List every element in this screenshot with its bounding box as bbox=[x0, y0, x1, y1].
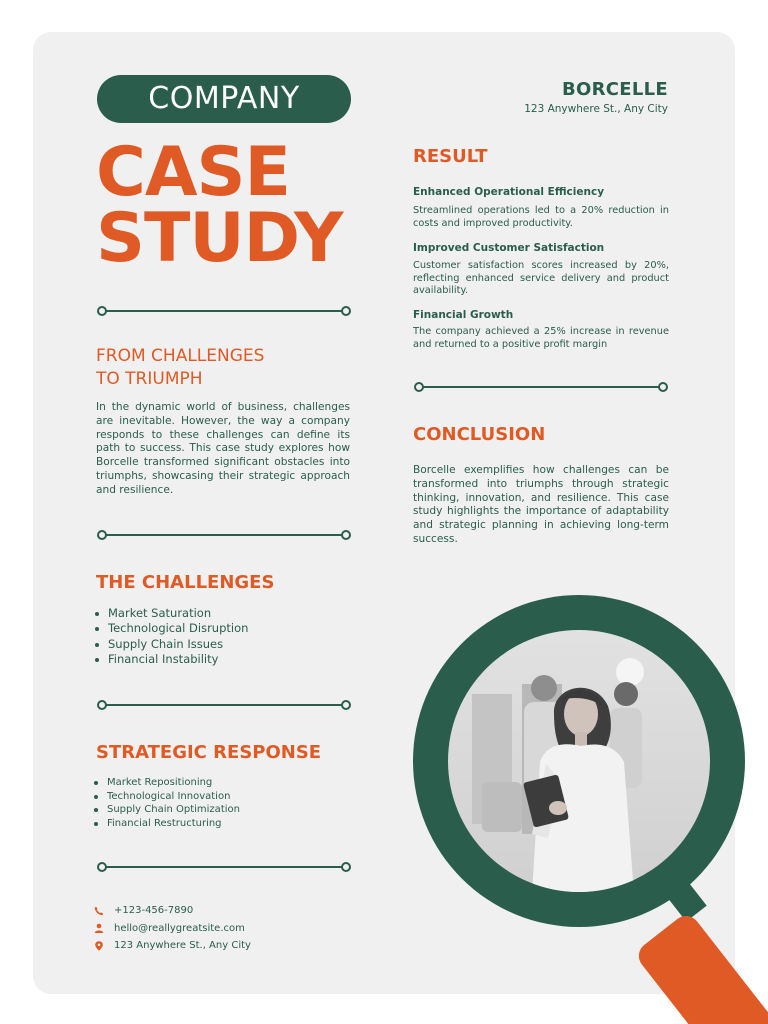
title-line-2: STUDY bbox=[96, 199, 343, 278]
list-item: Supply Chain Optimization bbox=[94, 803, 240, 817]
challenges-title: THE CHALLENGES bbox=[96, 572, 275, 593]
contact-phone-text: +123-456-7890 bbox=[114, 905, 194, 917]
intro-paragraph: In the dynamic world of business, challenges are inevitable. However, the way a company responds to these challenges can define its path to success. This case study explores how Borcelle transformed significant obstacles into triumphs, showcasing their strategic approach and resilience. bbox=[96, 401, 350, 496]
list-item: Financial Restructuring bbox=[94, 817, 240, 831]
contact-email-text: hello@reallygreatsite.com bbox=[114, 922, 245, 934]
strategic-response-list bbox=[94, 776, 240, 830]
location-pin-icon bbox=[94, 941, 104, 951]
conclusion-title: CONCLUSION bbox=[413, 424, 546, 445]
contact-phone bbox=[94, 902, 251, 920]
strategic-response-title: STRATEGIC RESPONSE bbox=[96, 742, 322, 763]
result-item-text: The company achieved a 25% increase in revenue and returned to a positive profit margin bbox=[413, 326, 669, 350]
divider bbox=[97, 306, 351, 316]
conclusion-paragraph: Borcelle exemplifies how challenges can be transformed into triumphs through strategic thinking, innovation, and resilience. This case study highlights the importance of adaptability and strategic planning in achieving long-term success. bbox=[413, 464, 669, 545]
divider bbox=[97, 700, 351, 710]
phone-icon bbox=[94, 906, 104, 916]
contact-address bbox=[94, 937, 251, 955]
list-item: Market Repositioning bbox=[94, 776, 240, 790]
page-title bbox=[96, 133, 343, 278]
challenges-list bbox=[95, 606, 248, 667]
title-line-1: CASE bbox=[96, 133, 290, 212]
intro-subtitle-line-1: FROM CHALLENGES bbox=[96, 346, 265, 366]
contact-email bbox=[94, 920, 251, 938]
magnifier-photo bbox=[412, 594, 768, 1024]
brand-name: BORCELLE bbox=[561, 79, 668, 100]
divider bbox=[97, 530, 351, 540]
result-item-heading: Financial Growth bbox=[413, 309, 514, 321]
result-title: RESULT bbox=[413, 146, 488, 167]
intro-subtitle-line-2: TO TRIUMPH bbox=[96, 369, 203, 389]
brand-address: 123 Anywhere St., Any City bbox=[524, 103, 668, 115]
list-item: Technological Innovation bbox=[94, 790, 240, 804]
contact-info bbox=[94, 902, 251, 955]
list-item: Technological Disruption bbox=[95, 621, 248, 636]
result-item-heading: Improved Customer Satisfaction bbox=[413, 242, 605, 254]
contact-address-text: 123 Anywhere St., Any City bbox=[114, 940, 251, 952]
intro-subtitle bbox=[96, 345, 264, 391]
list-item: Supply Chain Issues bbox=[95, 637, 248, 652]
divider bbox=[97, 862, 351, 872]
divider bbox=[414, 382, 668, 392]
result-item-text: Customer satisfaction scores increased by 20%, reflecting enhanced service delivery and product availability. bbox=[413, 260, 669, 297]
list-item: Market Saturation bbox=[95, 606, 248, 621]
result-item-text: Streamlined operations led to a 20% reduction in costs and improved productivity. bbox=[413, 205, 669, 229]
result-item-heading: Enhanced Operational Efficiency bbox=[413, 186, 605, 198]
company-pill-label: COMPANY bbox=[97, 75, 351, 123]
person-icon bbox=[94, 923, 104, 933]
list-item: Financial Instability bbox=[95, 652, 248, 667]
